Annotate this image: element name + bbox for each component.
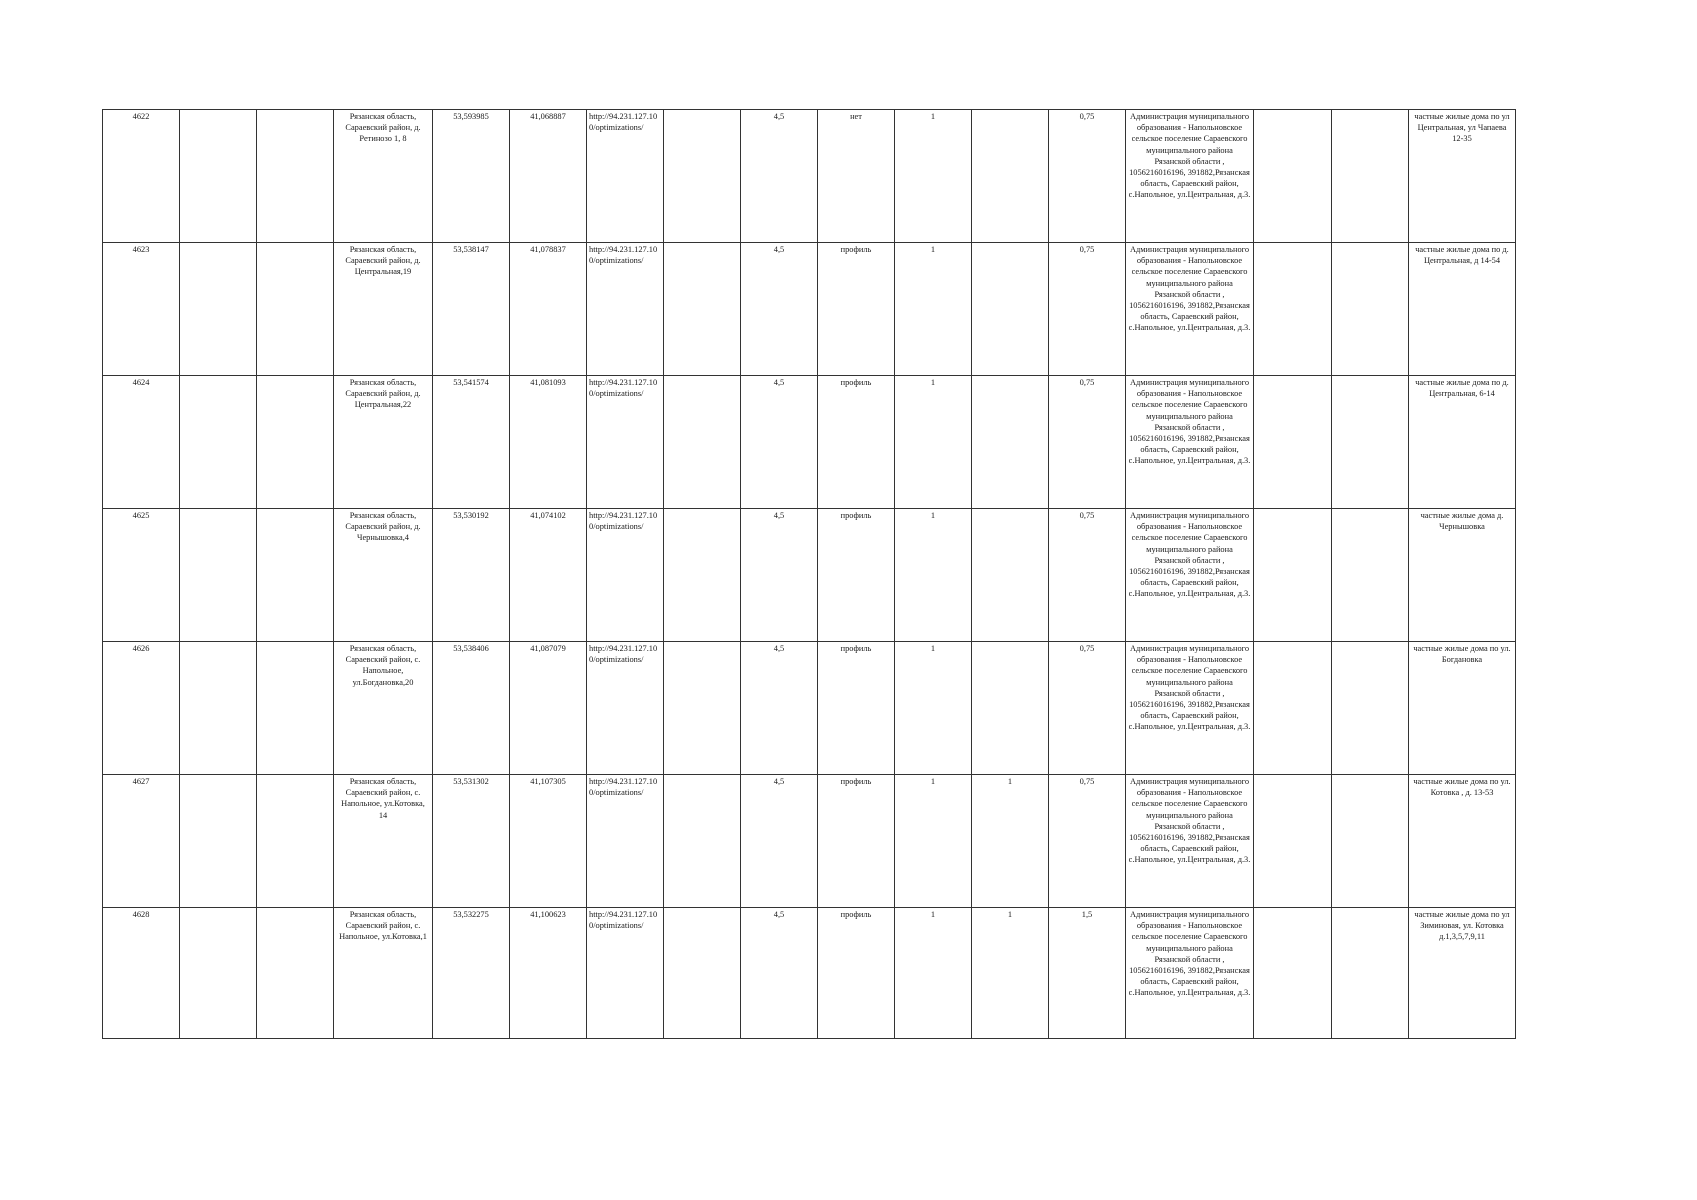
empty-cell xyxy=(664,376,741,509)
container-volume-cell: 0,75 xyxy=(1049,243,1126,376)
latitude-cell: 53,593985 xyxy=(433,110,510,243)
address-cell: Рязанская область, Сараевский район, д. Ретинозо 1, 8 xyxy=(334,110,433,243)
latitude-cell: 53,541574 xyxy=(433,376,510,509)
empty-cell xyxy=(1254,243,1332,376)
address-cell: Рязанская область, Сараевский район, д. Чернышовка,4 xyxy=(334,509,433,642)
extra-container-count-cell xyxy=(972,110,1049,243)
waste-sources-cell: частные жилые дома д. Чернышовка xyxy=(1409,509,1516,642)
empty-cell xyxy=(1332,775,1409,908)
longitude-cell: 41,068887 xyxy=(510,110,587,243)
empty-cell xyxy=(1332,908,1409,1039)
empty-cell xyxy=(257,509,334,642)
empty-cell xyxy=(664,110,741,243)
waste-sources-cell: частные жилые дома по ул. Котовка , д. 13-53 xyxy=(1409,775,1516,908)
latitude-cell: 53,531302 xyxy=(433,775,510,908)
container-count-cell: 1 xyxy=(895,775,972,908)
surface-type-cell: нет xyxy=(818,110,895,243)
waste-sources-cell: частные жилые дома по д. Центральная, д 14-54 xyxy=(1409,243,1516,376)
table-row xyxy=(103,775,1516,908)
empty-cell xyxy=(180,509,257,642)
surface-type-cell: профиль xyxy=(818,775,895,908)
empty-cell xyxy=(180,110,257,243)
container-volume-cell: 0,75 xyxy=(1049,509,1126,642)
container-volume-cell: 0,75 xyxy=(1049,642,1126,775)
owner-cell: Администрация муниципального образования - Напольновское сельское поселение Сараевского муниципального района Рязанской области , 1056216016196, 391882,Рязанская область, Сараевский район, с.Напольное, ул.Центральная, д.3. xyxy=(1126,376,1254,509)
owner-cell: Администрация муниципального образования - Напольновское сельское поселение Сараевского муниципального района Рязанской области , 1056216016196, 391882,Рязанская область, Сараевский район, с.Напольное, ул.Центральная, д.3. xyxy=(1126,110,1254,243)
row-number-cell: 4628 xyxy=(103,908,180,1039)
empty-cell xyxy=(664,908,741,1039)
owner-cell: Администрация муниципального образования - Напольновское сельское поселение Сараевского муниципального района Рязанской области , 1056216016196, 391882,Рязанская область, Сараевский район, с.Напольное, ул.Центральная, д.3. xyxy=(1126,775,1254,908)
container-count-cell: 1 xyxy=(895,509,972,642)
empty-cell xyxy=(1254,376,1332,509)
row-number-cell: 4627 xyxy=(103,775,180,908)
map-url-cell: http://94.231.127.100/optimizations/ xyxy=(587,509,664,642)
empty-cell xyxy=(1332,642,1409,775)
latitude-cell: 53,530192 xyxy=(433,509,510,642)
empty-cell xyxy=(257,908,334,1039)
container-volume-cell: 0,75 xyxy=(1049,775,1126,908)
extra-container-count-cell xyxy=(972,642,1049,775)
waste-sources-cell: частные жилые дома по ул Центральная, ул Чапаева 12-35 xyxy=(1409,110,1516,243)
extra-container-count-cell xyxy=(972,509,1049,642)
address-cell: Рязанская область, Сараевский район, с. Напольное, ул.Котовка, 14 xyxy=(334,775,433,908)
empty-cell xyxy=(664,509,741,642)
table-row xyxy=(103,509,1516,642)
table-row xyxy=(103,243,1516,376)
longitude-cell: 41,100623 xyxy=(510,908,587,1039)
empty-cell xyxy=(257,243,334,376)
row-number-cell: 4622 xyxy=(103,110,180,243)
table-row xyxy=(103,376,1516,509)
extra-container-count-cell: 1 xyxy=(972,775,1049,908)
empty-cell xyxy=(1254,642,1332,775)
container-volume-cell: 0,75 xyxy=(1049,376,1126,509)
container-count-cell: 1 xyxy=(895,110,972,243)
empty-cell xyxy=(180,376,257,509)
waste-sites-registry-table xyxy=(102,109,1516,1039)
container-count-cell: 1 xyxy=(895,243,972,376)
longitude-cell: 41,078837 xyxy=(510,243,587,376)
waste-sources-cell: частные жилые дома по ул Зиминовая, ул. Котовка д.1,3,5,7,9,11 xyxy=(1409,908,1516,1039)
empty-cell xyxy=(180,908,257,1039)
empty-cell xyxy=(257,110,334,243)
extra-container-count-cell xyxy=(972,243,1049,376)
map-url-cell: http://94.231.127.100/optimizations/ xyxy=(587,642,664,775)
registry-table-body xyxy=(103,110,1516,1039)
surface-type-cell: профиль xyxy=(818,376,895,509)
surface-type-cell: профиль xyxy=(818,908,895,1039)
surface-type-cell: профиль xyxy=(818,642,895,775)
area-cell: 4,5 xyxy=(741,509,818,642)
empty-cell xyxy=(180,642,257,775)
empty-cell xyxy=(1254,110,1332,243)
longitude-cell: 41,087079 xyxy=(510,642,587,775)
latitude-cell: 53,538406 xyxy=(433,642,510,775)
map-url-cell: http://94.231.127.100/optimizations/ xyxy=(587,110,664,243)
address-cell: Рязанская область, Сараевский район, д. Центральная,22 xyxy=(334,376,433,509)
row-number-cell: 4624 xyxy=(103,376,180,509)
empty-cell xyxy=(664,775,741,908)
longitude-cell: 41,107305 xyxy=(510,775,587,908)
extra-container-count-cell: 1 xyxy=(972,908,1049,1039)
empty-cell xyxy=(664,642,741,775)
empty-cell xyxy=(1332,243,1409,376)
surface-type-cell: профиль xyxy=(818,243,895,376)
longitude-cell: 41,074102 xyxy=(510,509,587,642)
row-number-cell: 4625 xyxy=(103,509,180,642)
empty-cell xyxy=(1254,509,1332,642)
table-row xyxy=(103,642,1516,775)
owner-cell: Администрация муниципального образования - Напольновское сельское поселение Сараевского муниципального района Рязанской области , 1056216016196, 391882,Рязанская область, Сараевский район, с.Напольное, ул.Центральная, д.3. xyxy=(1126,509,1254,642)
empty-cell xyxy=(1332,110,1409,243)
empty-cell xyxy=(664,243,741,376)
area-cell: 4,5 xyxy=(741,642,818,775)
empty-cell xyxy=(257,775,334,908)
empty-cell xyxy=(180,243,257,376)
container-volume-cell: 0,75 xyxy=(1049,110,1126,243)
empty-cell xyxy=(257,376,334,509)
container-count-cell: 1 xyxy=(895,376,972,509)
map-url-cell: http://94.231.127.100/optimizations/ xyxy=(587,908,664,1039)
longitude-cell: 41,081093 xyxy=(510,376,587,509)
waste-sources-cell: частные жилые дома по д. Центральная, 6-14 xyxy=(1409,376,1516,509)
owner-cell: Администрация муниципального образования - Напольновское сельское поселение Сараевского муниципального района Рязанской области , 1056216016196, 391882,Рязанская область, Сараевский район, с.Напольное, ул.Центральная, д.3. xyxy=(1126,642,1254,775)
map-url-cell: http://94.231.127.100/optimizations/ xyxy=(587,775,664,908)
table-row xyxy=(103,110,1516,243)
empty-cell xyxy=(257,642,334,775)
row-number-cell: 4626 xyxy=(103,642,180,775)
surface-type-cell: профиль xyxy=(818,509,895,642)
address-cell: Рязанская область, Сараевский район, д. Центральная,19 xyxy=(334,243,433,376)
latitude-cell: 53,538147 xyxy=(433,243,510,376)
owner-cell: Администрация муниципального образования - Напольновское сельское поселение Сараевского муниципального района Рязанской области , 1056216016196, 391882,Рязанская область, Сараевский район, с.Напольное, ул.Центральная, д.3. xyxy=(1126,908,1254,1039)
empty-cell xyxy=(180,775,257,908)
row-number-cell: 4623 xyxy=(103,243,180,376)
latitude-cell: 53,532275 xyxy=(433,908,510,1039)
empty-cell xyxy=(1332,509,1409,642)
map-url-cell: http://94.231.127.100/optimizations/ xyxy=(587,376,664,509)
empty-cell xyxy=(1332,376,1409,509)
waste-sources-cell: частные жилые дома по ул. Богдановка xyxy=(1409,642,1516,775)
address-cell: Рязанская область, Сараевский район, с. Напольное, ул.Богдановка,20 xyxy=(334,642,433,775)
owner-cell: Администрация муниципального образования - Напольновское сельское поселение Сараевского муниципального района Рязанской области , 1056216016196, 391882,Рязанская область, Сараевский район, с.Напольное, ул.Центральная, д.3. xyxy=(1126,243,1254,376)
area-cell: 4,5 xyxy=(741,908,818,1039)
area-cell: 4,5 xyxy=(741,243,818,376)
map-url-cell: http://94.231.127.100/optimizations/ xyxy=(587,243,664,376)
empty-cell xyxy=(1254,908,1332,1039)
address-cell: Рязанская область, Сараевский район, с. Напольное, ул.Котовка,1 xyxy=(334,908,433,1039)
table-row xyxy=(103,908,1516,1039)
container-volume-cell: 1,5 xyxy=(1049,908,1126,1039)
extra-container-count-cell xyxy=(972,376,1049,509)
area-cell: 4,5 xyxy=(741,376,818,509)
container-count-cell: 1 xyxy=(895,642,972,775)
area-cell: 4,5 xyxy=(741,110,818,243)
empty-cell xyxy=(1254,775,1332,908)
area-cell: 4,5 xyxy=(741,775,818,908)
container-count-cell: 1 xyxy=(895,908,972,1039)
